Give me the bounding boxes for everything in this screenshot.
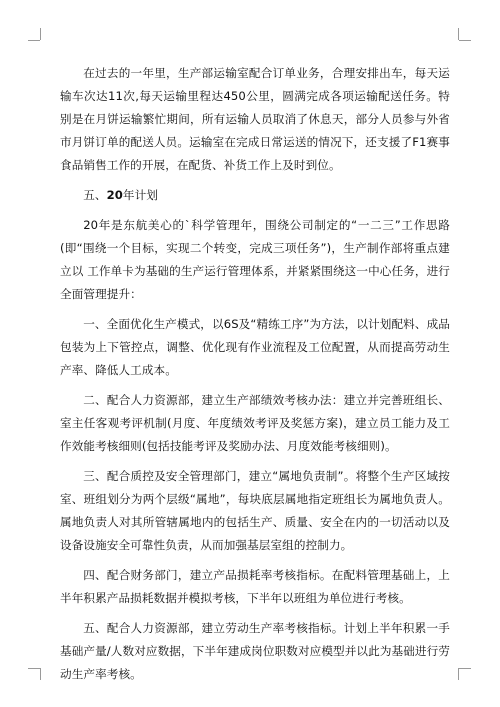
crop-mark-bottom-right-vertical (458, 668, 459, 680)
paragraph-plan-item-4: 四、配合财务部门，建立产品损耗率考核指标。在配料管理基础上，上半年积累产品损耗数据并模拟考核，下半年以班组为单位进行考核。 (60, 568, 450, 605)
section-heading-prefix: 五、 (83, 188, 107, 202)
paragraph-transport-summary: 在过去的一年里，生产部运输室配合订单业务，合理安排出车，每天运输车次达11次,每天运输里程达450公里，圆满完成各项运输配送任务。特别是在月饼运输繁忙期间，所有运输人员取消了休息天，部分人员参与外省市月饼订单的配送人员。运输室在完成日常运送的情况下，还支援了F1赛事食品销售工作的开展，在配货、补货工作上及时到位。 (60, 66, 450, 172)
document-body (60, 62, 450, 686)
crop-mark-bottom-left-horizontal (28, 668, 40, 669)
crop-mark-top-right-horizontal (459, 40, 471, 41)
crop-mark-top-right-vertical (458, 28, 459, 40)
paragraph-plan-intro: 20年是东航美心的`科学管理年，围绕公司制定的“一二三”工作思路(即“围绕一个目标，实现二个转变，完成三项任务”)，生产制作部将重点建立以 工作单卡为基础的生产运行管理体系，并紧紧围绕这一中心任务，进行全面管理提升： (60, 218, 450, 301)
section-heading-year: 20 (106, 188, 123, 202)
crop-mark-bottom-right-horizontal (459, 668, 471, 669)
crop-mark-top-left-horizontal (28, 40, 40, 41)
section-heading-suffix: 年计划 (122, 188, 159, 202)
section-heading (60, 184, 450, 207)
paragraph-plan-item-2: 二、配合人力资源部，建立生产部绩效考核办法：建立并完善班组长、室主任客观考评机制(月度、年度绩效考评及奖惩方案)，建立员工能力及工作效能考核细则(包括技能考评及奖励办法、月度效能考核细则)。 (60, 393, 450, 453)
crop-mark-bottom-left-vertical (40, 668, 41, 680)
paragraph-plan-item-1: 一、全面优化生产模式，以6S及“精练工序”为方法，以计划配料、成品包装为上下管控点，调整、优化现有作业流程及工位配置，从而提高劳动生产率、降低人工成本。 (60, 317, 450, 377)
paragraph-plan-item-5: 五、配合人力资源部，建立劳动生产率考核指标。计划上半年积累一手基础产量/人数对应数据，下半年建成岗位职数对应模型并以此为基础进行劳动生产率考核。 (60, 621, 450, 681)
crop-mark-top-left-vertical (40, 28, 41, 40)
paragraph-plan-item-3: 三、配合质控及安全管理部门，建立“属地负责制”。将整个生产区域按室、班组划分为两个层级“属地”，每块底层属地指定班组长为属地负责人。属地负责人对其所管辖属地内的包括生产、质量、安全在内的一切活动以及设备设施安全可靠性负责，从而加强基层室组的控制力。 (60, 469, 450, 552)
